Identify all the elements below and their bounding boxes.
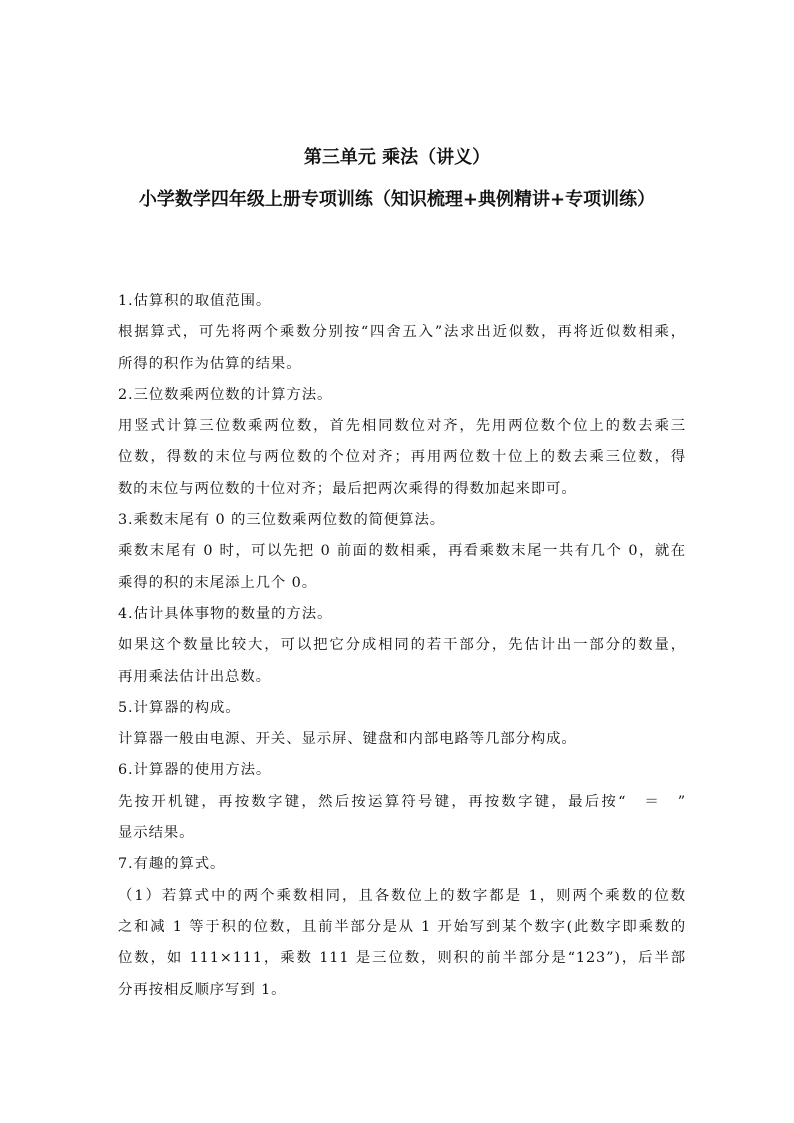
section-heading-1: 1.估算积的取值范围。 [118, 293, 272, 309]
paragraph-line: 显示结果。 [118, 825, 195, 842]
page-subtitle: 小学数学四年级上册专项训练（知识梳理+典例精讲+专项训练） [138, 189, 656, 210]
section-heading-5: 5.计算器的构成。 [118, 699, 241, 716]
paragraph-line: 计算器一般由电源、开关、显示屏、键盘和内部电路等几部分构成。 [118, 731, 577, 748]
paragraph-line: （1）若算式中的两个乘数相同，且各数位上的数字都是 1，则两个乘数的位数 [118, 887, 686, 904]
lecture-notes-body [118, 286, 686, 1006]
section-heading-4: 4.估计具体事物的数量的方法。 [118, 605, 333, 622]
paragraph-line: 乘得的积的末尾添上几个 0。 [118, 574, 318, 591]
paragraph-line: 位数，得数的末位与两位数的个位对齐；再用两位数十位上的数去乘三位数，得 [118, 449, 686, 466]
section-heading-2: 2.三位数乘两位数的计算方法。 [118, 386, 333, 403]
paragraph-line: 分再按相反顺序写到 1。 [118, 981, 287, 998]
paragraph-line: 所得的积作为估算的结果。 [118, 355, 302, 372]
paragraph-line: 如果这个数量比较大，可以把它分成相同的若干部分，先估计出一部分的数量， [118, 637, 686, 654]
paragraph-line: 乘数末尾有 0 时，可以先把 0 前面的数相乘，再看乘数末尾一共有几个 0，就在 [118, 543, 686, 560]
paragraph-line: 根据算式，可先将两个乘数分别按“四舍五入”法求出近似数，再将近似数相乘， [118, 324, 686, 341]
paragraph-line: 先按开机键，再按数字键，然后按运算符号键，再按数字键，最后按“ ＝ ” [118, 793, 686, 810]
section-heading-6: 6.计算器的使用方法。 [118, 762, 272, 779]
paragraph-line: 位数，如 111×111，乘数 111 是三位数，则积的前半部分是“123”)，后半部 [118, 950, 686, 967]
paragraph-line: 用竖式计算三位数乘两位数，首先相同数位对齐，先用两位数个位上的数去乘三 [118, 418, 686, 435]
section-heading-3: 3.乘数末尾有 0 的三位数乘两位数的简便算法。 [118, 512, 446, 529]
paragraph-line: 之和减 1 等于积的位数，且前半部分是从 1 开始写到某个数字(此数字即乘数的 [118, 918, 686, 935]
page-title: 第三单元 乘法（讲义） [303, 147, 491, 168]
section-heading-7: 7.有趣的算式。 [118, 856, 226, 873]
paragraph-line: 数的末位与两位数的十位对齐；最后把两次乘得的得数加起来即可。 [118, 480, 577, 497]
paragraph-line: 再用乘法估计出总数。 [118, 668, 271, 685]
